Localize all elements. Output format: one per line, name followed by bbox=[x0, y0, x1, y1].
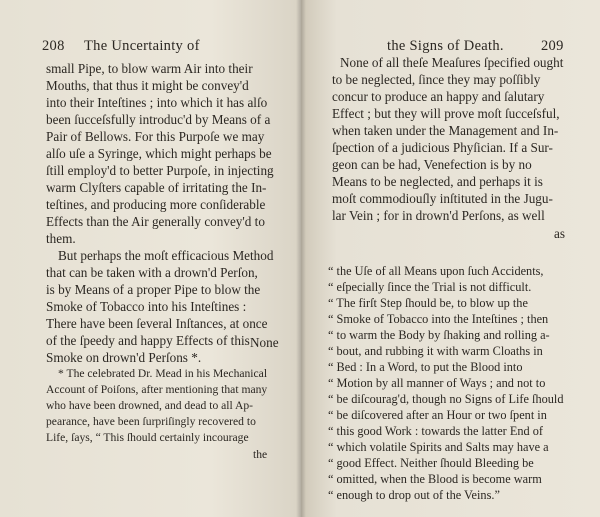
quote-line: “ The firſt Step ſhould be, to blow up the bbox=[328, 296, 528, 310]
text-line: when taken under the Management and In- bbox=[332, 123, 559, 138]
text-line: Smoke of Tobacco into his Inteſtines : bbox=[46, 299, 247, 314]
quote-line: “ eſpecially ſince the Trial is not difficult. bbox=[328, 280, 532, 294]
text-line: geon can be had, Venefection is by no bbox=[332, 157, 532, 172]
footnote-line: Life, ſays, “ This ſhould certainly incourage bbox=[46, 431, 249, 444]
quote-line: “ omitted, when the Blood is become warm bbox=[328, 472, 542, 486]
text-line: been ſucceſsfully introduc'd by Means of a bbox=[46, 112, 271, 127]
left-page-number: 208 bbox=[42, 38, 65, 54]
text-line: ſpection of a judicious Phyſician. If a Sur- bbox=[332, 140, 553, 155]
text-line: small Pipe, to blow warm Air into their bbox=[46, 61, 253, 76]
quote-line: “ to warm the Body by ſhaking and rolling a- bbox=[328, 328, 550, 342]
text-line: Pair of Bellows. For this Purpoſe we may bbox=[46, 129, 265, 144]
footnote-catchword: the bbox=[253, 448, 268, 461]
text-line: warm Clyſters capable of irritating the In- bbox=[46, 180, 267, 195]
quote-line: “ bout, and rubbing it with warm Cloaths in bbox=[328, 344, 543, 358]
right-page-number: 209 bbox=[541, 38, 564, 54]
footnote-line bbox=[58, 367, 267, 381]
quote-line: “ this good Work : towards the latter End of bbox=[328, 424, 543, 438]
text-line: Mouths, that thus it might be convey'd bbox=[46, 78, 249, 93]
text-line: of the ſpeedy and happy Effects of this bbox=[46, 333, 250, 348]
catchword: None bbox=[250, 335, 279, 350]
text-line: concur to produce an happy and ſalutary bbox=[332, 89, 545, 104]
text-line: Smoke on drown'd Perſons *. bbox=[46, 350, 202, 365]
text-line: moſt commodiouſly inſtituted in the Jugu- bbox=[332, 191, 553, 206]
text-line: Effects than the Air generally convey'd to bbox=[46, 214, 265, 229]
text-line: is by Means of a proper Pipe to blow the bbox=[46, 282, 261, 297]
text-line: But perhaps the moſt efficacious Method bbox=[58, 248, 274, 263]
text-line: ſtill employ'd to better Purpoſe, in injecting bbox=[46, 163, 274, 178]
quote-line: “ the Uſe of all Means upon ſuch Accidents, bbox=[328, 264, 544, 278]
text-line: There have been ſeveral Inſtances, at once bbox=[46, 316, 268, 331]
text-line: teſtines, and producing more conſiderable bbox=[46, 197, 266, 212]
text-line: to be neglected, ſince they may poſſibly bbox=[332, 72, 541, 87]
text-line: into their Inteſtines ; into which it has alſo bbox=[46, 95, 268, 110]
quote-line: “ Motion by all manner of Ways ; and not to bbox=[328, 376, 546, 390]
quote-line: “ which volatile Spirits and Salts may have a bbox=[328, 440, 549, 454]
text-line: None of all theſe Meaſures ſpecified ought bbox=[340, 55, 564, 70]
book-gutter bbox=[296, 0, 306, 517]
right-running-head: the Signs of Death. bbox=[387, 38, 504, 54]
footnote-line: who have been drowned, and dead to all Ap- bbox=[46, 399, 254, 412]
right-page bbox=[301, 0, 600, 517]
quote-line: “ be diſcovered after an Hour or two ſpent in bbox=[328, 408, 547, 422]
text-line: alſo uſe a Syringe, which might perhaps be bbox=[46, 146, 272, 161]
text-line: Effect ; but they will prove moſt ſucceſsful, bbox=[332, 106, 560, 121]
footnote-line: Account of Poiſons, after mentioning that many bbox=[46, 383, 268, 396]
catchword: as bbox=[554, 226, 565, 241]
left-running-head: The Uncertainty of bbox=[84, 38, 200, 54]
text-line: them. bbox=[46, 231, 76, 246]
quote-line: “ Bed : In a Word, to put the Blood into bbox=[328, 360, 523, 374]
footnote-line-text: * The celebrated Dr. Mead in his Mechanical bbox=[58, 367, 268, 380]
text-line: lar Vein ; for in drown'd Perſons, as well bbox=[332, 208, 545, 223]
footnote-line: pearance, have been ſurpriſingly recovered to bbox=[46, 415, 256, 428]
text-line: that can be taken with a drown'd Perſon, bbox=[46, 265, 258, 280]
quote-line: “ enough to drop out of the Veins.” bbox=[328, 488, 500, 502]
quote-line: “ good Effect. Neither ſhould Bleeding be bbox=[328, 456, 534, 470]
quote-line: “ Smoke of Tobacco into the Inteſtines ; then bbox=[328, 312, 549, 326]
quote-line: “ be diſcourag'd, though no Signs of Life ſhould bbox=[328, 392, 564, 406]
text-line: Means to be neglected, and perhaps it is bbox=[332, 174, 543, 189]
